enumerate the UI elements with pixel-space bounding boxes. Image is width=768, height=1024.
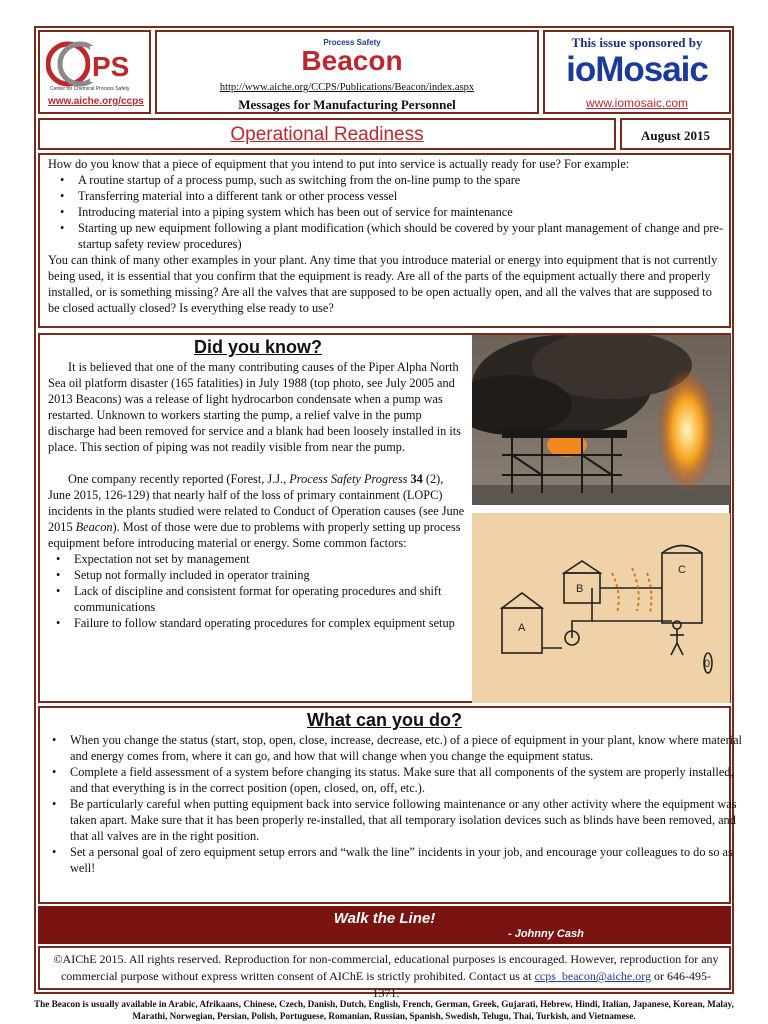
- list-item: • Setup not formally included in operator training: [74, 567, 468, 583]
- list-item: • Failure to follow standard operating procedures for complex equipment setup: [74, 615, 468, 631]
- intro-closing: You can think of many other examples in your plant. Any time that you introduce material or energy into equipment that is not currently being used, it is essential that you confirm that the equipment is ready. Are all of the parts of the equipment actually there and properly installed, or is something missing? Are all the valves that are supposed to be open actually open, and all the valves that are supposed to be closed actually closed? Is everything else ready to use?: [48, 253, 718, 315]
- list-item: • Complete a field assessment of a system before changing its status. Make sure that all components of the system are properly installed, and that everything is in the correct position (open, closed, on, off, etc.).: [70, 764, 746, 796]
- walk-the-line-sketch: [472, 513, 730, 703]
- svg-text:Center for Chemical Process Sa: Center for Chemical Process Safety: [50, 86, 130, 92]
- svg-text:PS: PS: [92, 51, 130, 82]
- issue-date: August 2015: [641, 128, 710, 143]
- did-you-know-title: Did you know?: [194, 337, 322, 357]
- sketch-label-c: C: [678, 564, 686, 576]
- copyright-box: [38, 946, 731, 1000]
- lopc-paragraph: One company recently reported (Forest, J.J., Process Safety Progress 34 (2), June 2015, 126-129) that nearly half of the loss of primary containment (LOPC) incidents in the plants studied were related to Conduct of Operation causes (see June 2015 Beacon). Most of those were due to problems with properly setting up process equipment before introducing material or energy. Some common factors:: [48, 472, 465, 550]
- what-can-you-do-section: [38, 706, 742, 904]
- list-item: • Introducing material into a piping system which has been out of service for maintenance: [78, 204, 724, 220]
- sponsor-url-link[interactable]: www.iomosaic.com: [585, 96, 689, 110]
- what-can-you-do-title: What can you do?: [307, 710, 462, 730]
- beacon-name: Beacon: [301, 45, 403, 76]
- piper-alpha-paragraph: It is believed that one of the many contributing causes of the Piper Alpha North Sea oil platform disaster (165 fatalities) in July 1988 (top photo, see July 2005 and 2013 Beacons) was a release of light hydrocarbon condensate when a pump was restarted. Unknown to workers starting the pump, a relief valve in the pump discharge had been removed for service and a blank had been loosely installed in its place. This section of piping was not readily visible from near the pump.: [48, 360, 461, 454]
- issue-title: Operational Readiness: [230, 124, 424, 145]
- beacon-url-link[interactable]: http://www.aiche.org/CCPS/Publications/Beacon/index.aspx: [219, 82, 475, 93]
- ccps-logo: [46, 38, 146, 92]
- copyright-text: ©AIChE 2015. All rights reserved. Reproduction for non-commercial, educational purposes is encouraged. However, reproduction for any commercial purpose without express written consent of AIChE is strictly prohibited. Contact us at ccps_beacon@aiche.org or 646-495-1371.: [53, 952, 719, 1000]
- did-you-know-section: [38, 333, 731, 703]
- list-item: • Starting up new equipment following a plant modification (which should be covered by your plant management of change and pre-startup safety review procedures): [78, 220, 724, 252]
- did-you-know-body: [48, 359, 468, 631]
- beacon-tagline: Process Safety: [323, 38, 381, 47]
- list-item: • A routine startup of a process pump, such as switching from the on-line pump to the spare: [78, 172, 724, 188]
- beacon-subtitle: Messages for Manufacturing Personnel: [238, 97, 456, 112]
- quote-text: Walk the Line!: [333, 910, 436, 927]
- list-item: • Transferring material into a different tank or other process vessel: [78, 188, 724, 204]
- sketch-label-0: 0: [704, 658, 711, 670]
- list-item: • When you change the status (start, stop, open, close, increase, decrease, etc.) of a piece of equipment in your plant, know where material and energy comes from, where it can go, and how that will change when you change the equipment status.: [70, 732, 746, 764]
- beacon-logo: [282, 36, 422, 76]
- ccps-url-link[interactable]: www.aiche.org/ccps: [48, 96, 144, 107]
- actions-list: [40, 732, 746, 876]
- sponsor-label: This issue sponsored by: [571, 35, 703, 50]
- list-item: • Set a personal goal of zero equipment setup errors and “walk the line” incidents in your job, and encourage your colleagues to do so as well!: [70, 844, 746, 876]
- beacon-header: [155, 30, 539, 114]
- common-factors-list: [48, 551, 468, 631]
- piper-alpha-photo: [472, 335, 730, 505]
- languages-note: The Beacon is usually available in Arabic, Afrikaans, Chinese, Czech, Danish, Dutch, English, French, German, Greek, Gujarati, Hebrew, Hindi, Italian, Japanese, Korean, Malay, Marathi, Norwegian, Persian, Polish, Portuguese, Romanian, Russian, Spanish, Swedish, Telugu, Thai, Turkish, and Vietnamese.: [34, 999, 734, 1021]
- quote-attribution: - Johnny Cash: [508, 928, 584, 940]
- sketch-label-a: A: [518, 622, 526, 634]
- list-item: • Be particularly careful when putting equipment back into service following maintenance or any other activity where the equipment was taken apart. Make sure that it has been properly re-installed, that all temporary isolation devices such as blinds have been removed, and that all valves are in the right position.: [70, 796, 746, 844]
- issue-date-box: [620, 118, 731, 150]
- ccps-logo-box: [38, 30, 151, 114]
- intro-lead: How do you know that a piece of equipment that you intend to put into service is actually ready for use? For example:: [48, 157, 630, 171]
- quote-banner: [38, 906, 731, 944]
- intro-examples-list: [48, 172, 724, 252]
- intro-section: [38, 153, 731, 328]
- sponsor-box: [543, 30, 731, 114]
- sketch-label-b: B: [576, 583, 584, 595]
- sponsor-logo: ioMosaic: [566, 50, 708, 89]
- list-item: • Expectation not set by management: [74, 551, 468, 567]
- list-item: • Lack of discipline and consistent format for operating procedures and shift communications: [74, 583, 468, 615]
- contact-email-link[interactable]: ccps_beacon@aiche.org: [534, 969, 652, 983]
- issue-title-box: [38, 118, 616, 150]
